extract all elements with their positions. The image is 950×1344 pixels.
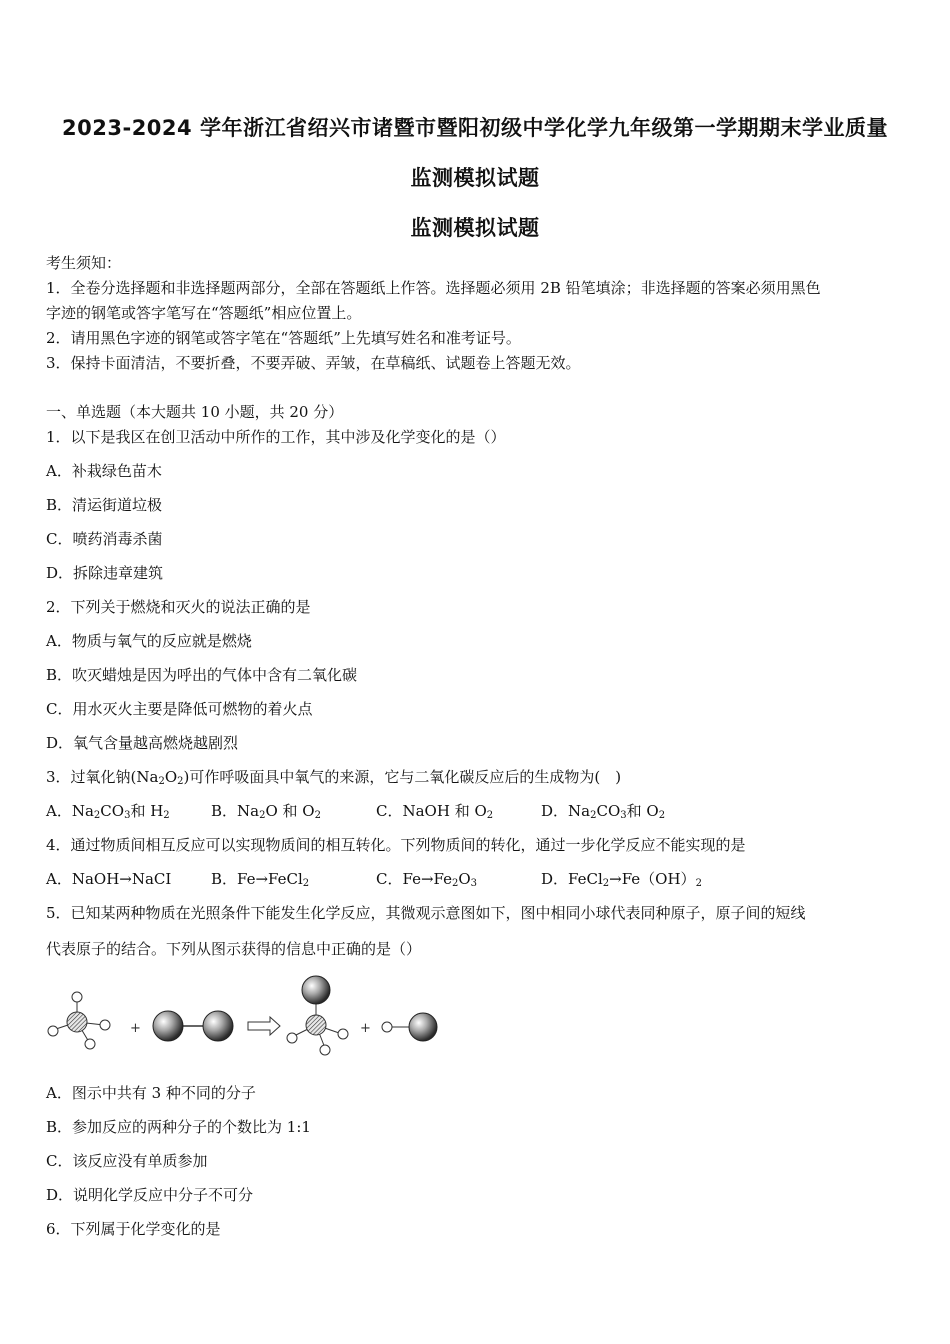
q6-stem: 6．下列属于化学变化的是 (46, 1220, 221, 1238)
q2-option-b: B．吹灭蜡烛是因为呼出的气体中含有二氧化碳 (46, 666, 358, 684)
q5-option-d: D．说明化学反应中分子不可分 (46, 1186, 254, 1204)
reactant-molecule-1 (48, 992, 110, 1049)
notice-item-1b: 字迹的钢笔或答字笔写在“答题纸”相应位置上。 (46, 304, 362, 322)
q4-option-a: A．NaOH→NaCI (46, 870, 172, 888)
reaction-arrow-icon (248, 1017, 280, 1035)
notice-item-1a: 1．全卷分选择题和非选择题两部分，全部在答题纸上作答。选择题必须用 2B 铅笔填涂；非选择题的答案必须用黑色 (46, 279, 821, 297)
notice-heading: 考生须知： (46, 254, 122, 272)
section-heading: 一、单选题（本大题共 10 小题，共 20 分） (46, 403, 344, 421)
q3-option-c: C．NaOH 和 $O_2$ (376, 802, 494, 821)
exam-title-line3: 监测模拟试题 (410, 216, 540, 240)
q5-option-c: C．该反应没有单质参加 (46, 1152, 208, 1170)
exam-title-line1: 2023-2024 学年浙江省绍兴市诸暨市暨阳初级中学化学九年级第一学期期末学业质量 (62, 116, 888, 140)
notice-item-3: 3．保持卡面清洁，不要折叠，不要弄破、弄皱，在草稿纸、试题卷上答题无效。 (46, 354, 581, 372)
notice-item-2: 2．请用黑色字迹的钢笔或答字笔在“答题纸”上先填写姓名和准考证号。 (46, 329, 521, 347)
q4-option-d: D．$FeCl_2\to Fe(OH)_2$ (541, 870, 702, 889)
q2-option-a: A．物质与氧气的反应就是燃烧 (46, 632, 252, 650)
q3-option-d: D．$Na_2CO_3$和 $O_2$ (541, 802, 666, 821)
plus-sign-1: + (130, 1021, 141, 1036)
q5-option-a: A．图示中共有 3 种不同的分子 (46, 1084, 256, 1102)
q1-option-c: C．喷药消毒杀菌 (46, 530, 163, 548)
q4-option-b: B．Fe→FeCl$_2$ (211, 870, 310, 889)
product-molecule-1 (287, 976, 348, 1055)
q4-option-c: C．$Fe\to Fe_2O_3$ (376, 870, 478, 889)
q5-stem-b: 代表原子的结合。下列从图示获得的信息中正确的是（） (46, 940, 422, 958)
q3-option-b: B．$Na_2O$ 和 $O_2$ (211, 802, 321, 821)
q1-stem: 1．以下是我区在创卫活动中所作的工作，其中涉及化学变化的是（） (46, 428, 506, 446)
plus-sign-2: + (360, 1021, 371, 1036)
q1-option-a: A．补栽绿色苗木 (46, 462, 162, 480)
q3-option-a: A．$Na_2CO_3$和 $H_2$ (46, 802, 170, 821)
exam-title-line2: 监测模拟试题 (410, 166, 540, 190)
q2-stem: 2．下列关于燃烧和灭火的说法正确的是 (46, 598, 311, 616)
product-molecule-2 (382, 1013, 437, 1041)
q1-option-d: D．拆除违章建筑 (46, 564, 164, 582)
q4-stem: 4．通过物质间相互反应可以实现物质间的相互转化。下列物质间的转化，通过一步化学反应不能实现的是 (46, 836, 746, 854)
q5-option-b: B．参加反应的两种分子的个数比为 1:1 (46, 1118, 311, 1136)
reactant-molecule-2 (153, 1011, 233, 1041)
q5-stem-a: 5．已知某两种物质在光照条件下能发生化学反应，其微观示意图如下，图中相同小球代表同种原子，原子间的短线 (46, 904, 806, 922)
q1-option-b: B．清运街道垃极 (46, 496, 163, 514)
reaction-diagram (40, 972, 460, 1062)
q3-stem: 3．过氧化钠$(Na_2O_2)$可作呼吸面具中氧气的来源，它与二氧化碳反应后的生成物为( ) (46, 768, 622, 787)
q2-option-c: C．用水灭火主要是降低可燃物的着火点 (46, 700, 313, 718)
q2-option-d: D．氧气含量越高燃烧越剧烈 (46, 734, 239, 752)
